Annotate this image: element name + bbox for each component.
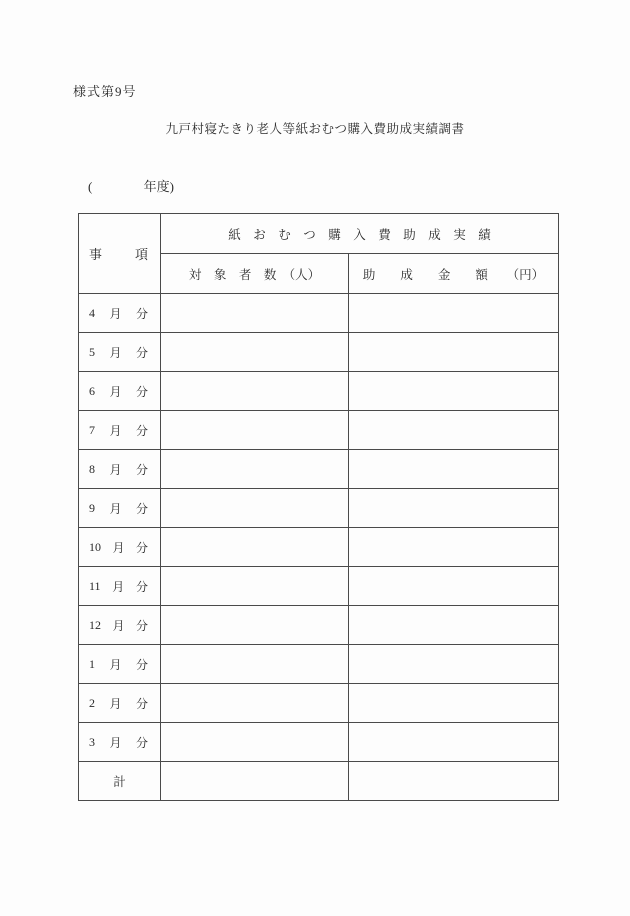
count-value-cell <box>161 411 349 450</box>
count-value-cell <box>161 567 349 606</box>
count-value-cell <box>161 450 349 489</box>
header-item-right: 項 <box>134 247 148 262</box>
month-label-cell <box>79 723 161 762</box>
month-kanji: 月 <box>109 657 122 672</box>
count-value-cell <box>161 294 349 333</box>
table-row-december <box>79 606 559 645</box>
fiscal-year-label: 年度) <box>143 179 174 194</box>
month-number: 12 <box>89 617 101 632</box>
month-number: 11 <box>89 578 101 593</box>
month-label-cell <box>79 411 161 450</box>
table-row-june <box>79 372 559 411</box>
month-label-cell <box>79 684 161 723</box>
table-header-group-row <box>79 214 559 254</box>
month-number: 6 <box>89 383 95 398</box>
month-suffix: 分 <box>135 384 148 399</box>
month-kanji: 月 <box>109 735 122 750</box>
table-row-july <box>79 411 559 450</box>
header-group-title: 紙 お む つ 購 入 費 助 成 実 績 <box>228 227 491 242</box>
month-suffix: 分 <box>135 501 148 516</box>
month-label-cell <box>79 333 161 372</box>
header-amount-label: 助 成 金 額 （円） <box>362 267 545 282</box>
fiscal-year-line <box>88 176 174 195</box>
table-row-total <box>79 762 559 801</box>
total-amount-cell <box>349 762 559 801</box>
month-suffix: 分 <box>135 540 148 555</box>
amount-value-cell <box>349 606 559 645</box>
header-item-label <box>79 244 160 263</box>
month-number: 8 <box>89 461 95 476</box>
month-suffix: 分 <box>135 735 148 750</box>
month-kanji: 月 <box>109 306 122 321</box>
month-kanji: 月 <box>109 345 122 360</box>
header-count-label: 対 象 者 数 （人） <box>188 267 321 282</box>
header-group-title-cell <box>161 214 559 254</box>
table-row-november <box>79 567 559 606</box>
month-number: 4 <box>89 305 95 320</box>
month-number: 2 <box>89 695 95 710</box>
table-row-may <box>79 333 559 372</box>
table-row-august <box>79 450 559 489</box>
month-suffix: 分 <box>135 618 148 633</box>
amount-value-cell <box>349 372 559 411</box>
month-kanji: 月 <box>109 696 122 711</box>
month-kanji: 月 <box>112 540 125 555</box>
table-row-february <box>79 684 559 723</box>
month-suffix: 分 <box>135 306 148 321</box>
month-number: 1 <box>89 656 95 671</box>
month-suffix: 分 <box>135 423 148 438</box>
month-suffix: 分 <box>135 657 148 672</box>
month-number: 7 <box>89 422 95 437</box>
count-value-cell <box>161 645 349 684</box>
amount-value-cell <box>349 528 559 567</box>
month-number: 3 <box>89 734 95 749</box>
fiscal-year-open-paren: ( <box>88 179 93 194</box>
document-title: 九戸村寝たきり老人等紙おむつ購入費助成実績調書 <box>165 122 465 136</box>
header-item-left: 事 <box>89 247 103 262</box>
subsidy-results-table <box>78 213 559 801</box>
amount-value-cell <box>349 684 559 723</box>
month-label-cell <box>79 294 161 333</box>
amount-value-cell <box>349 723 559 762</box>
month-label-cell <box>79 450 161 489</box>
table-row-march <box>79 723 559 762</box>
header-item-cell <box>79 214 161 294</box>
total-count-cell <box>161 762 349 801</box>
month-label-cell <box>79 528 161 567</box>
month-label-cell <box>79 489 161 528</box>
amount-value-cell <box>349 567 559 606</box>
count-value-cell <box>161 489 349 528</box>
amount-value-cell <box>349 489 559 528</box>
month-kanji: 月 <box>112 618 125 633</box>
month-suffix: 分 <box>135 696 148 711</box>
count-value-cell <box>161 723 349 762</box>
month-label-cell <box>79 372 161 411</box>
amount-value-cell <box>349 294 559 333</box>
count-value-cell <box>161 528 349 567</box>
month-number: 9 <box>89 500 95 515</box>
month-suffix: 分 <box>135 579 148 594</box>
month-kanji: 月 <box>109 462 122 477</box>
month-suffix: 分 <box>135 462 148 477</box>
month-kanji: 月 <box>112 579 125 594</box>
month-kanji: 月 <box>109 423 122 438</box>
form-number: 様式第9号 <box>73 84 137 99</box>
month-suffix: 分 <box>135 345 148 360</box>
table-row-september <box>79 489 559 528</box>
month-number: 10 <box>89 539 101 554</box>
table-row-october <box>79 528 559 567</box>
count-value-cell <box>161 372 349 411</box>
month-label-cell <box>79 645 161 684</box>
amount-value-cell <box>349 645 559 684</box>
month-number: 5 <box>89 344 95 359</box>
month-label-cell <box>79 606 161 645</box>
count-value-cell <box>161 333 349 372</box>
count-value-cell <box>161 606 349 645</box>
header-count-cell <box>161 254 349 294</box>
header-amount-cell <box>349 254 559 294</box>
month-kanji: 月 <box>109 501 122 516</box>
count-value-cell <box>161 684 349 723</box>
table-row-january <box>79 645 559 684</box>
amount-value-cell <box>349 333 559 372</box>
table-row-april <box>79 294 559 333</box>
month-label-cell <box>79 567 161 606</box>
amount-value-cell <box>349 450 559 489</box>
month-kanji: 月 <box>109 384 122 399</box>
amount-value-cell <box>349 411 559 450</box>
total-label-cell: 計 <box>79 762 161 801</box>
